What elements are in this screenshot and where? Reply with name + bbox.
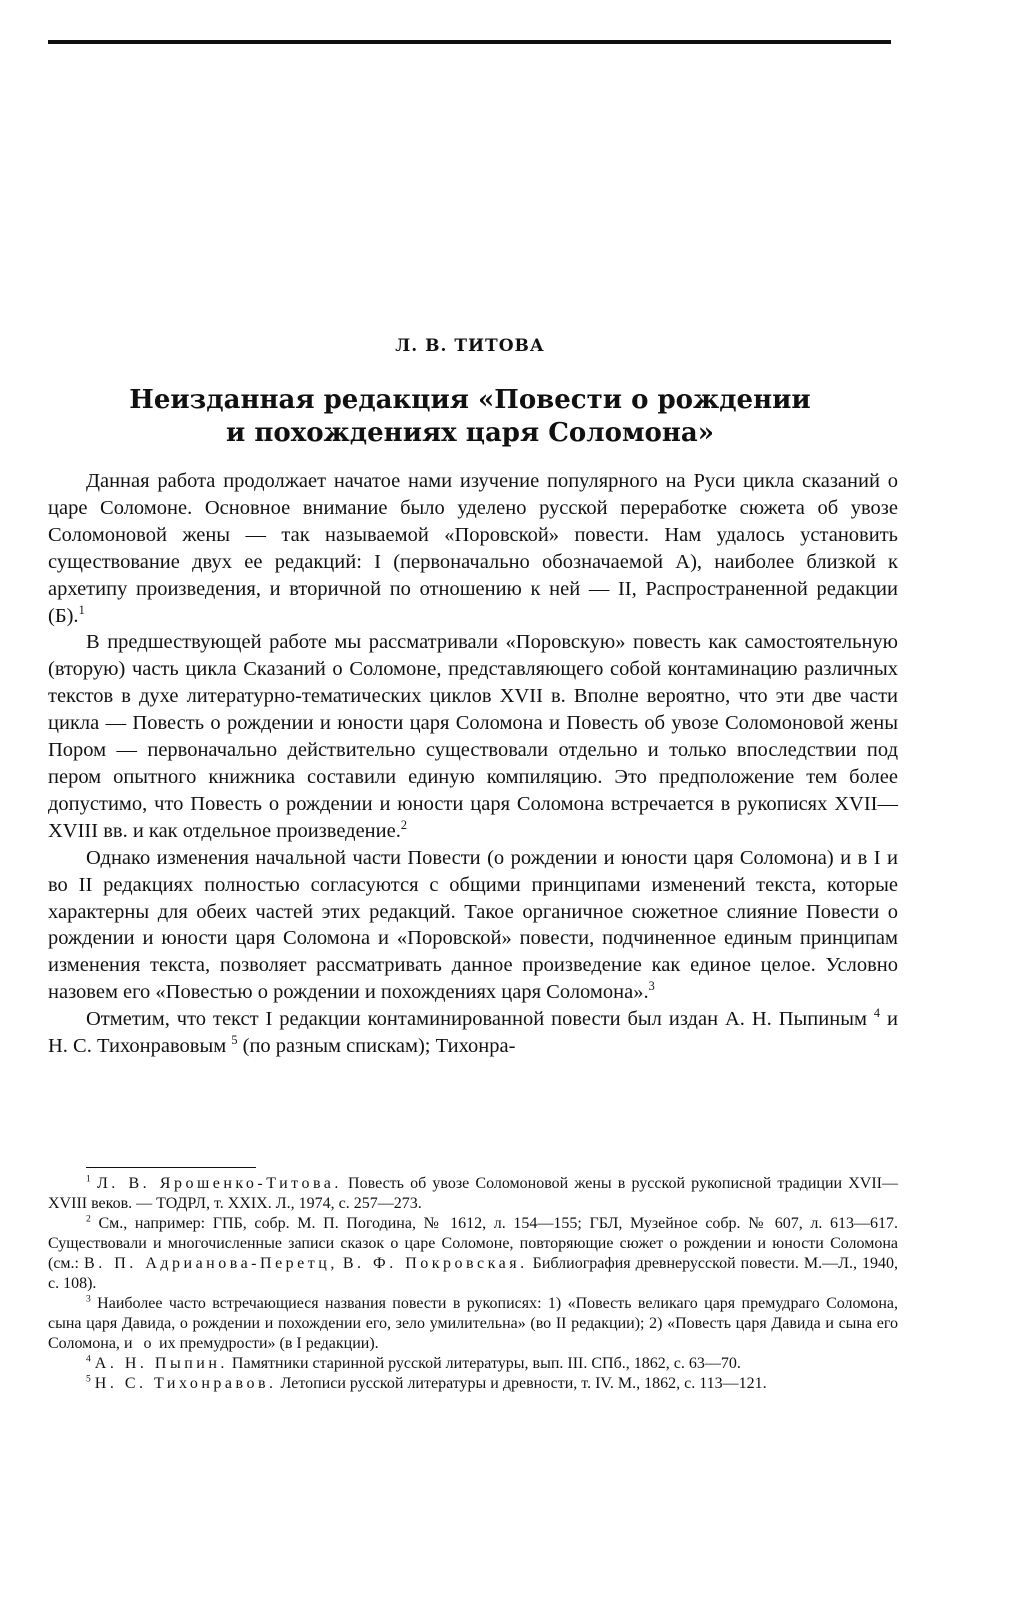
footnote-ref-3: 3 [648, 979, 655, 994]
footnote-2 [48, 1214, 898, 1294]
footnote-ref-1: 1 [78, 602, 85, 617]
paragraph-2 [48, 629, 898, 844]
footnote-2-author-b: В. Ф. Покровская. [342, 1255, 528, 1272]
title-line-2: и похождениях царя Соломона» [225, 418, 714, 448]
paragraph-4-text-b: и Н. С. Тихонравовым [48, 1008, 899, 1058]
footnote-4-author: А. Н. Пыпин. [94, 1355, 228, 1372]
footnote-2-text-b: Библиография древнерусской повести. М.—Л., 1940, с. 108). [48, 1255, 899, 1292]
paragraph-4-text-a: Отметим, что текст I редакции контаминированной повести был издан А. Н. Пыпиным [86, 1008, 867, 1031]
footnote-2-author-a: В. П. Адрианова-Перетц, [84, 1255, 338, 1272]
paragraph-1 [48, 468, 898, 629]
footnote-separator [86, 1167, 256, 1168]
footnote-1 [48, 1174, 898, 1214]
footnote-ref-2: 2 [400, 817, 408, 832]
footnote-3-number: 3 [86, 1293, 91, 1305]
footnote-ref-5: 5 [231, 1033, 238, 1048]
footnote-3 [48, 1294, 898, 1354]
footnote-4-text: Памятники старинной русской литературы, вып. III. СПб., 1862, с. 63—70. [231, 1355, 741, 1372]
footnote-1-author: Л. В. Ярошенко-Титова. [96, 1175, 342, 1192]
footnote-1-number: 1 [86, 1173, 91, 1185]
footnote-5-number: 5 [86, 1373, 91, 1385]
paragraph-1-text: Данная работа продолжает начатое нами изучение популярного на Руси цикла сказаний о царе Соломоне. Основное внимание было уделено русской переработке сюжета об увозе Соломоновой жены — так называемой «Поровской» повести. Нам удалось установить существование двух ее редакций: I (первоначально обозначаемой А), наиболее близкой к архетипу произведения, и вторичной по отношению к ней — II, Распространенной редакции (Б). [48, 470, 898, 627]
title-line-1: Неизданная редакция «Повести о рождении [129, 385, 811, 415]
footnote-5-author: Н. С. Тихонравов. [94, 1375, 277, 1392]
footnote-3-spaced: и о [123, 1335, 155, 1352]
top-rule [48, 40, 891, 44]
footnote-1-text: Повесть об увозе Соломоновой жены в русской рукописной традиции XVII—XVIII веков. — ТОДРЛ, т. XXIX. Л., 1974, с. 257—273. [48, 1175, 899, 1212]
footnote-2-text-a: См., например: ГПБ, собр. М. П. Погодина, № 1612, л. 154—155; ГБЛ, Музейное собр. № 607, л. 613—617. Существовали и многочисленные записи сказок о царе Соломоне, повторяющие сюжет о рождении и юности Соломона (см.: [48, 1215, 899, 1272]
footnote-3-text-b: их премудрости» (в I редакции). [159, 1335, 379, 1352]
paragraph-4-text-c: (по разным спискам); Тихонра- [242, 1035, 516, 1058]
article-title [0, 384, 940, 450]
footnotes [48, 1174, 898, 1394]
footnote-5 [48, 1374, 898, 1394]
footnote-3-text-a: Наиболее часто встречающиеся названия повести в рукописях: 1) «Повесть великаго царя премудраго Соломона, сына царя Давида, о рождении и похождении его, зело умилительна» (во II редакции); 2) «Повесть царя Давида и сына его Соломона, [48, 1295, 899, 1352]
footnote-2-number: 2 [86, 1213, 91, 1225]
paragraph-2-text: В предшествующей работе мы рассматривали «Поровскую» повесть как самостоятельную (вторую) часть цикла Сказаний о Соломоне, представляющего собой контаминацию различных текстов в духе литературно-тематических циклов XVII в. Вполне вероятно, что эти две части цикла — Повесть о рождении и юности царя Соломона и Повесть об увозе Соломоновой жены Пором — первоначально действительно существовали отдельно и только впоследствии под пером опытного книжника составили единую компиляцию. Это предположение тем более допустимо, что Повесть о рождении и юности царя Соломона встречается в рукописях XVII—XVIII вв. и как отдельное произведение. [48, 631, 898, 842]
footnote-4 [48, 1354, 898, 1374]
paragraph-4 [48, 1006, 898, 1060]
author-name: Л. В. ТИТОВА [395, 336, 545, 356]
footnote-4-number: 4 [86, 1353, 91, 1365]
footnote-5-text: Летописи русской литературы и древности, т. IV. М., 1862, с. 113—121. [280, 1375, 767, 1392]
paragraph-3-text: Однако изменения начальной части Повести (о рождении и юности царя Соломона) и в I и во II редакциях полностью согласуются с общими принципами изменений текста, которые характерны для обеих частей этих редакций. Такое органичное сюжетное слияние Повести о рождении и юности царя Соломона и «Поровской» повести, подчиненное единым принципам изменения текста, позволяет рассматривать данное произведение как единое целое. Условно назовем его «Повестью о рождении и похождениях царя Соломона». [48, 846, 898, 1004]
paragraph-3 [48, 845, 898, 1006]
article-body [48, 468, 898, 1060]
footnote-ref-4: 4 [873, 1006, 881, 1021]
